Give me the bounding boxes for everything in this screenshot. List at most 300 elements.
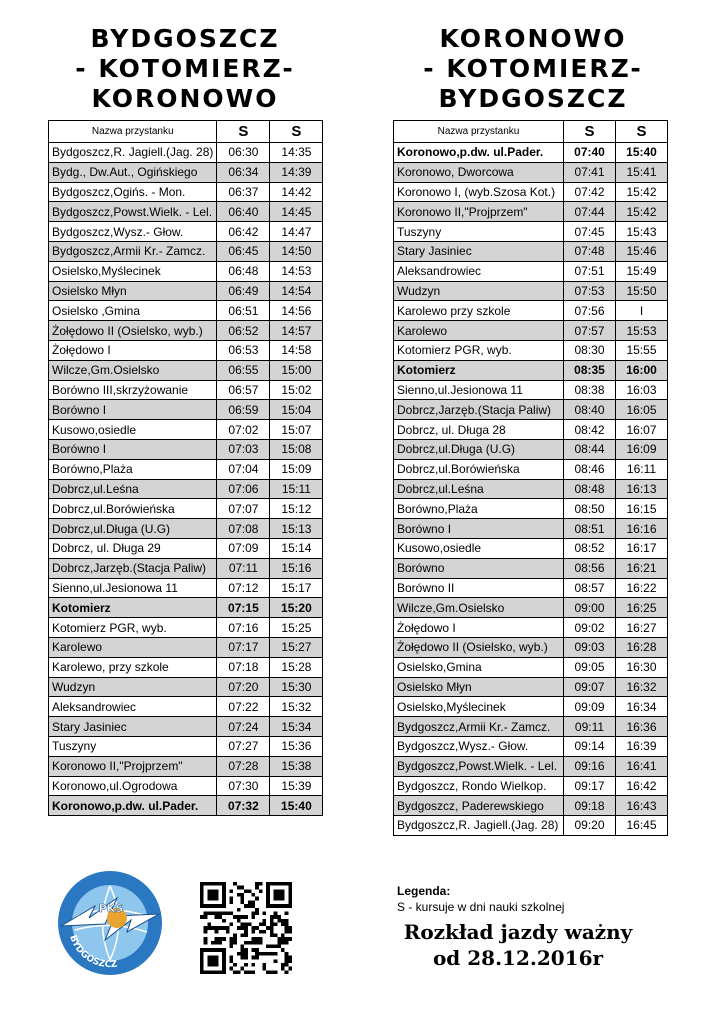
stop-name-cell: Wudzyn xyxy=(394,281,564,301)
departure-time-1-cell: 07:12 xyxy=(217,578,270,598)
validity-line-1: Rozkład jazdy ważny xyxy=(403,920,633,944)
departure-time-1-cell: 07:03 xyxy=(217,439,270,459)
table-row xyxy=(394,499,668,519)
departure-time-1-cell: 07:24 xyxy=(217,717,270,737)
departure-time-1-cell: 07:57 xyxy=(564,321,616,341)
table-row xyxy=(394,717,668,737)
departure-time-2-cell: 16:32 xyxy=(616,677,668,697)
departure-time-1-cell: 07:56 xyxy=(564,301,616,321)
stop-name-cell: Bydgoszcz,R. Jagiell.(Jag. 28) xyxy=(394,816,564,836)
stop-name-cell: Bydgoszcz,Wysz.- Głow. xyxy=(394,736,564,756)
departure-time-1-cell: 07:09 xyxy=(217,538,270,558)
stop-name-cell: Kusowo,osiedle xyxy=(394,538,564,558)
departure-time-1-cell: 08:30 xyxy=(564,340,616,360)
stop-name-cell: Żołędowo II (Osielsko, wyb.) xyxy=(394,637,564,657)
departure-time-1-cell: 07:04 xyxy=(217,459,270,479)
table-row xyxy=(394,340,668,360)
table-row xyxy=(49,499,323,519)
departure-time-1-cell: 07:16 xyxy=(217,618,270,638)
departure-time-1-cell: 09:18 xyxy=(564,796,616,816)
table-row xyxy=(394,143,668,163)
stop-name-cell: Osielsko Młyn xyxy=(49,281,217,301)
departure-time-2-cell: 15:32 xyxy=(270,697,323,717)
stop-name-cell: Karolewo przy szkole xyxy=(394,301,564,321)
table-row xyxy=(49,380,323,400)
departure-time-1-cell: 07:44 xyxy=(564,202,616,222)
departure-time-2-cell: 15:36 xyxy=(270,736,323,756)
departure-time-2-cell: 15:25 xyxy=(270,618,323,638)
departure-time-1-cell: 07:17 xyxy=(217,637,270,657)
departure-time-2-cell: 16:45 xyxy=(616,816,668,836)
table-row xyxy=(49,677,323,697)
stop-name-cell: Karolewo xyxy=(49,637,217,657)
stop-name-cell: Bydgoszcz,Armii Kr.- Zamcz. xyxy=(394,717,564,737)
stop-name-cell: Dobrcz,ul.Leśna xyxy=(49,479,217,499)
legend-text: S - kursuje w dni nauki szkolnej xyxy=(397,900,565,914)
departure-time-2-cell: 16:13 xyxy=(616,479,668,499)
table-row xyxy=(394,756,668,776)
stop-name-cell: Karolewo, przy szkole xyxy=(49,657,217,677)
left-title-line-3: KORONOWO xyxy=(91,84,279,113)
table-row xyxy=(49,301,323,321)
stop-name-cell: Dobrcz,Jarzęb.(Stacja Paliw) xyxy=(394,400,564,420)
departure-time-1-cell: 08:46 xyxy=(564,459,616,479)
table-row xyxy=(49,657,323,677)
table-row xyxy=(49,439,323,459)
departure-time-2-cell: 15:55 xyxy=(616,340,668,360)
departure-time-2-cell: 16:09 xyxy=(616,439,668,459)
departure-time-1-cell: 09:00 xyxy=(564,598,616,618)
legend-title: Legenda: xyxy=(397,884,451,898)
table-row xyxy=(49,697,323,717)
departure-time-2-cell: 15:28 xyxy=(270,657,323,677)
table-row xyxy=(394,657,668,677)
departure-time-2-cell: 16:22 xyxy=(616,578,668,598)
departure-time-2-cell: 16:41 xyxy=(616,756,668,776)
departure-time-2-cell: 16:28 xyxy=(616,637,668,657)
departure-time-1-cell: 08:38 xyxy=(564,380,616,400)
table-row xyxy=(394,222,668,242)
stop-name-cell: Dobrcz, ul. Długa 29 xyxy=(49,538,217,558)
departure-time-2-cell: 14:54 xyxy=(270,281,323,301)
departure-time-1-cell: 06:42 xyxy=(217,222,270,242)
table-row xyxy=(394,578,668,598)
stop-name-cell: Bydgoszcz, Paderewskiego xyxy=(394,796,564,816)
departure-time-1-cell: 06:55 xyxy=(217,360,270,380)
table-row xyxy=(49,796,323,816)
departure-time-1-cell: 07:15 xyxy=(217,598,270,618)
table-row xyxy=(394,420,668,440)
departure-time-2-cell: 16:39 xyxy=(616,736,668,756)
table-row xyxy=(394,697,668,717)
departure-time-2-cell: 15:39 xyxy=(270,776,323,796)
table-row xyxy=(49,340,323,360)
stop-name-cell: Borówno I xyxy=(49,439,217,459)
departure-time-2-cell: 15:09 xyxy=(270,459,323,479)
departure-time-2-cell: 14:58 xyxy=(270,340,323,360)
departure-time-2-cell: 15:07 xyxy=(270,420,323,440)
departure-time-2-cell: 15:42 xyxy=(616,202,668,222)
departure-time-1-cell: 07:41 xyxy=(564,162,616,182)
stop-name-cell: Bydgoszcz,R. Jagiell.(Jag. 28) xyxy=(49,143,217,163)
departure-time-1-cell: 07:51 xyxy=(564,261,616,281)
stop-name-cell: Dobrcz,ul.Borówieńska xyxy=(49,499,217,519)
departure-time-2-cell: 15:40 xyxy=(616,143,668,163)
table-row xyxy=(49,182,323,202)
course-1-header: S xyxy=(564,121,616,143)
table-row xyxy=(394,816,668,836)
table-row xyxy=(49,637,323,657)
departure-time-2-cell: 16:21 xyxy=(616,558,668,578)
right-title-line-2: - KOTOMIERZ- xyxy=(423,54,643,83)
left-route-title xyxy=(40,24,330,114)
departure-time-1-cell: 07:08 xyxy=(217,519,270,539)
departure-time-1-cell: 06:57 xyxy=(217,380,270,400)
stop-name-header: Nazwa przystanku xyxy=(394,121,564,143)
table-row xyxy=(49,756,323,776)
stop-name-cell: Borówno I xyxy=(49,400,217,420)
departure-time-1-cell: 09:17 xyxy=(564,776,616,796)
stop-name-cell: Sienno,ul.Jesionowa 11 xyxy=(49,578,217,598)
departure-time-1-cell: 08:50 xyxy=(564,499,616,519)
departure-time-2-cell: 15:46 xyxy=(616,241,668,261)
table-header-row xyxy=(394,121,668,143)
departure-time-1-cell: 07:11 xyxy=(217,558,270,578)
stop-name-cell: Karolewo xyxy=(394,321,564,341)
stop-name-cell: Borówno I xyxy=(394,519,564,539)
stop-name-cell: Żołędowo I xyxy=(49,340,217,360)
table-row xyxy=(49,519,323,539)
departure-time-1-cell: 06:52 xyxy=(217,321,270,341)
departure-time-2-cell: 15:43 xyxy=(616,222,668,242)
table-row xyxy=(49,143,323,163)
departure-time-2-cell: 14:42 xyxy=(270,182,323,202)
departure-time-1-cell: 06:37 xyxy=(217,182,270,202)
stop-name-cell: Bydgoszcz,Ogińs. - Mon. xyxy=(49,182,217,202)
departure-time-2-cell: 15:14 xyxy=(270,538,323,558)
table-row xyxy=(394,519,668,539)
table-row xyxy=(49,241,323,261)
stop-name-cell: Koronowo I, (wyb.Szosa Kot.) xyxy=(394,182,564,202)
stop-name-cell: Stary Jasiniec xyxy=(49,717,217,737)
departure-time-2-cell: 15:13 xyxy=(270,519,323,539)
stop-name-cell: Osielsko,Myślecinek xyxy=(394,697,564,717)
departure-time-2-cell: 14:35 xyxy=(270,143,323,163)
departure-time-2-cell: 15:30 xyxy=(270,677,323,697)
table-row xyxy=(394,301,668,321)
departure-time-2-cell: 15:53 xyxy=(616,321,668,341)
table-row xyxy=(394,736,668,756)
stop-name-cell: Dobrcz,Jarzęb.(Stacja Paliw) xyxy=(49,558,217,578)
table-row xyxy=(394,360,668,380)
departure-time-1-cell: 08:48 xyxy=(564,479,616,499)
table-row xyxy=(394,162,668,182)
table-row xyxy=(394,618,668,638)
table-row xyxy=(49,222,323,242)
departure-time-1-cell: 07:22 xyxy=(217,697,270,717)
departure-time-1-cell: 07:18 xyxy=(217,657,270,677)
table-row xyxy=(49,479,323,499)
table-row xyxy=(394,459,668,479)
stop-name-cell: Bydg., Dw.Aut., Ogińskiego xyxy=(49,162,217,182)
departure-time-2-cell: 14:57 xyxy=(270,321,323,341)
stop-name-cell: Koronowo,p.dw. ul.Pader. xyxy=(49,796,217,816)
table-row xyxy=(49,578,323,598)
stop-name-cell: Borówno,Plaża xyxy=(49,459,217,479)
table-row xyxy=(49,420,323,440)
left-title-line-2: - KOTOMIERZ- xyxy=(75,54,295,83)
departure-time-2-cell: 16:43 xyxy=(616,796,668,816)
departure-time-2-cell: 14:47 xyxy=(270,222,323,242)
table-row xyxy=(394,182,668,202)
departure-time-2-cell: 15:41 xyxy=(616,162,668,182)
departure-time-2-cell: 15:17 xyxy=(270,578,323,598)
departure-time-1-cell: 07:06 xyxy=(217,479,270,499)
stop-name-cell: Bydgoszcz, Rondo Wielkop. xyxy=(394,776,564,796)
stop-name-cell: Kotomierz xyxy=(394,360,564,380)
departure-time-1-cell: 08:57 xyxy=(564,578,616,598)
departure-time-1-cell: 08:56 xyxy=(564,558,616,578)
departure-time-2-cell: 14:56 xyxy=(270,301,323,321)
table-row xyxy=(49,717,323,737)
departure-time-1-cell: 07:30 xyxy=(217,776,270,796)
table-row xyxy=(49,558,323,578)
table-row xyxy=(49,162,323,182)
right-title-line-3: BYDGOSZCZ xyxy=(438,84,628,113)
departure-time-1-cell: 08:51 xyxy=(564,519,616,539)
departure-time-2-cell: 15:34 xyxy=(270,717,323,737)
departure-time-1-cell: 07:02 xyxy=(217,420,270,440)
stop-name-cell: Kotomierz xyxy=(49,598,217,618)
course-2-header: S xyxy=(270,121,323,143)
departure-time-1-cell: 08:35 xyxy=(564,360,616,380)
departure-time-1-cell: 06:34 xyxy=(217,162,270,182)
table-row xyxy=(394,637,668,657)
departure-time-1-cell: 09:14 xyxy=(564,736,616,756)
table-row xyxy=(394,400,668,420)
stop-name-cell: Osielsko,Myślecinek xyxy=(49,261,217,281)
departure-time-2-cell: 16:36 xyxy=(616,717,668,737)
departure-time-1-cell: 08:40 xyxy=(564,400,616,420)
departure-time-2-cell: 15:16 xyxy=(270,558,323,578)
departure-time-2-cell: 15:50 xyxy=(616,281,668,301)
departure-time-1-cell: 08:44 xyxy=(564,439,616,459)
departure-time-1-cell: 08:52 xyxy=(564,538,616,558)
course-1-header: S xyxy=(217,121,270,143)
table-row xyxy=(394,558,668,578)
table-row xyxy=(49,538,323,558)
departure-time-1-cell: 09:03 xyxy=(564,637,616,657)
stop-name-cell: Borówno xyxy=(394,558,564,578)
table-row xyxy=(394,380,668,400)
stop-name-cell: Osielsko,Gmina xyxy=(394,657,564,677)
departure-time-1-cell: 07:48 xyxy=(564,241,616,261)
departure-time-2-cell: 16:05 xyxy=(616,400,668,420)
stop-name-cell: Aleksandrowiec xyxy=(394,261,564,281)
table-row xyxy=(49,459,323,479)
course-2-header: S xyxy=(616,121,668,143)
stop-name-cell: Osielsko ,Gmina xyxy=(49,301,217,321)
table-row xyxy=(49,261,323,281)
departure-time-2-cell: 14:39 xyxy=(270,162,323,182)
departure-time-2-cell: 15:00 xyxy=(270,360,323,380)
departure-time-1-cell: 08:42 xyxy=(564,420,616,440)
stop-name-cell: Dobrcz,ul.Borówieńska xyxy=(394,459,564,479)
departure-time-1-cell: 09:09 xyxy=(564,697,616,717)
table-row xyxy=(394,598,668,618)
stop-name-cell: Borówno,Plaża xyxy=(394,499,564,519)
right-title-line-1: KORONOWO xyxy=(439,24,627,53)
stop-name-cell: Żołędowo II (Osielsko, wyb.) xyxy=(49,321,217,341)
departure-time-2-cell: 15:12 xyxy=(270,499,323,519)
left-title-line-1: BYDGOSZCZ xyxy=(90,24,280,53)
departure-time-2-cell: 15:08 xyxy=(270,439,323,459)
departure-time-2-cell: 16:16 xyxy=(616,519,668,539)
departure-time-1-cell: 06:53 xyxy=(217,340,270,360)
departure-time-1-cell: 09:11 xyxy=(564,717,616,737)
table-header-row xyxy=(49,121,323,143)
departure-time-2-cell: 16:30 xyxy=(616,657,668,677)
departure-time-2-cell: 16:27 xyxy=(616,618,668,638)
stop-name-cell: Osielsko Młyn xyxy=(394,677,564,697)
departure-time-2-cell: 14:53 xyxy=(270,261,323,281)
departure-time-1-cell: 07:40 xyxy=(564,143,616,163)
right-timetable xyxy=(393,120,668,836)
stop-name-cell: Borówno II xyxy=(394,578,564,598)
departure-time-2-cell: 15:42 xyxy=(616,182,668,202)
table-row xyxy=(49,360,323,380)
qr-code[interactable] xyxy=(200,882,292,974)
departure-time-1-cell: 07:07 xyxy=(217,499,270,519)
stop-name-cell: Żołędowo I xyxy=(394,618,564,638)
table-row xyxy=(394,538,668,558)
left-timetable xyxy=(48,120,323,816)
departure-time-2-cell: I xyxy=(616,301,668,321)
departure-time-2-cell: 14:50 xyxy=(270,241,323,261)
departure-time-2-cell: 16:03 xyxy=(616,380,668,400)
stop-name-cell: Koronowo,p.dw. ul.Pader. xyxy=(394,143,564,163)
departure-time-1-cell: 09:20 xyxy=(564,816,616,836)
table-row xyxy=(49,400,323,420)
departure-time-2-cell: 16:42 xyxy=(616,776,668,796)
departure-time-1-cell: 07:27 xyxy=(217,736,270,756)
stop-name-cell: Koronowo,ul.Ogrodowa xyxy=(49,776,217,796)
departure-time-2-cell: 16:15 xyxy=(616,499,668,519)
table-row xyxy=(49,618,323,638)
departure-time-2-cell: 14:45 xyxy=(270,202,323,222)
stop-name-cell: Sienno,ul.Jesionowa 11 xyxy=(394,380,564,400)
stop-name-cell: Bydgoszcz,Powst.Wielk. - Lel. xyxy=(49,202,217,222)
departure-time-1-cell: 09:07 xyxy=(564,677,616,697)
table-row xyxy=(394,281,668,301)
table-row xyxy=(394,241,668,261)
departure-time-2-cell: 15:40 xyxy=(270,796,323,816)
table-row xyxy=(394,776,668,796)
departure-time-2-cell: 16:11 xyxy=(616,459,668,479)
departure-time-2-cell: 16:25 xyxy=(616,598,668,618)
departure-time-1-cell: 07:42 xyxy=(564,182,616,202)
pks-bydgoszcz-logo xyxy=(55,868,165,978)
departure-time-1-cell: 06:30 xyxy=(217,143,270,163)
departure-time-2-cell: 16:34 xyxy=(616,697,668,717)
departure-time-2-cell: 15:11 xyxy=(270,479,323,499)
departure-time-1-cell: 06:51 xyxy=(217,301,270,321)
table-row xyxy=(49,736,323,756)
stop-name-cell: Koronowo II,"Projprzem" xyxy=(49,756,217,776)
stop-name-cell: Dobrcz,ul.Długa (U.G) xyxy=(49,519,217,539)
departure-time-2-cell: 16:07 xyxy=(616,420,668,440)
departure-time-2-cell: 15:20 xyxy=(270,598,323,618)
table-row xyxy=(394,202,668,222)
table-row xyxy=(49,321,323,341)
logo-ring-text: BYDGOSZCZ xyxy=(67,933,118,971)
stop-name-cell: Aleksandrowiec xyxy=(49,697,217,717)
table-row xyxy=(49,776,323,796)
stop-name-cell: Wilcze,Gm.Osielsko xyxy=(394,598,564,618)
table-row xyxy=(49,281,323,301)
table-row xyxy=(394,439,668,459)
stop-name-cell: Kusowo,osiedle xyxy=(49,420,217,440)
departure-time-1-cell: 07:32 xyxy=(217,796,270,816)
table-row xyxy=(394,479,668,499)
table-row xyxy=(49,202,323,222)
departure-time-1-cell: 07:53 xyxy=(564,281,616,301)
departure-time-1-cell: 06:40 xyxy=(217,202,270,222)
departure-time-1-cell: 09:05 xyxy=(564,657,616,677)
departure-time-1-cell: 06:45 xyxy=(217,241,270,261)
stop-name-cell: Tuszyny xyxy=(49,736,217,756)
departure-time-1-cell: 06:48 xyxy=(217,261,270,281)
stop-name-header: Nazwa przystanku xyxy=(49,121,217,143)
table-row xyxy=(394,677,668,697)
departure-time-1-cell: 07:20 xyxy=(217,677,270,697)
stop-name-cell: Wilcze,Gm.Osielsko xyxy=(49,360,217,380)
table-row xyxy=(49,598,323,618)
stop-name-cell: Kotomierz PGR, wyb. xyxy=(394,340,564,360)
departure-time-2-cell: 15:38 xyxy=(270,756,323,776)
departure-time-2-cell: 16:00 xyxy=(616,360,668,380)
departure-time-2-cell: 15:27 xyxy=(270,637,323,657)
stop-name-cell: Bydgoszcz,Armii Kr.- Zamcz. xyxy=(49,241,217,261)
stop-name-cell: Dobrcz,ul.Długa (U.G) xyxy=(394,439,564,459)
departure-time-2-cell: 15:04 xyxy=(270,400,323,420)
departure-time-1-cell: 06:49 xyxy=(217,281,270,301)
departure-time-2-cell: 16:17 xyxy=(616,538,668,558)
stop-name-cell: Borówno III,skrzyżowanie xyxy=(49,380,217,400)
stop-name-cell: Kotomierz PGR, wyb. xyxy=(49,618,217,638)
logo-pks-text: PKS xyxy=(98,902,124,915)
stop-name-cell: Koronowo II,"Projprzem" xyxy=(394,202,564,222)
stop-name-cell: Tuszyny xyxy=(394,222,564,242)
departure-time-1-cell: 09:02 xyxy=(564,618,616,638)
departure-time-1-cell: 07:45 xyxy=(564,222,616,242)
stop-name-cell: Wudzyn xyxy=(49,677,217,697)
departure-time-1-cell: 09:16 xyxy=(564,756,616,776)
stop-name-cell: Koronowo, Dworcowa xyxy=(394,162,564,182)
table-row xyxy=(394,321,668,341)
departure-time-2-cell: 15:02 xyxy=(270,380,323,400)
table-row xyxy=(394,796,668,816)
validity-line-2: od 28.12.2016r xyxy=(432,946,604,970)
stop-name-cell: Bydgoszcz,Wysz.- Głow. xyxy=(49,222,217,242)
stop-name-cell: Dobrcz,ul.Leśna xyxy=(394,479,564,499)
departure-time-1-cell: 06:59 xyxy=(217,400,270,420)
departure-time-2-cell: 15:49 xyxy=(616,261,668,281)
stop-name-cell: Bydgoszcz,Powst.Wielk. - Lel. xyxy=(394,756,564,776)
departure-time-1-cell: 07:28 xyxy=(217,756,270,776)
table-row xyxy=(394,261,668,281)
stop-name-cell: Stary Jasiniec xyxy=(394,241,564,261)
